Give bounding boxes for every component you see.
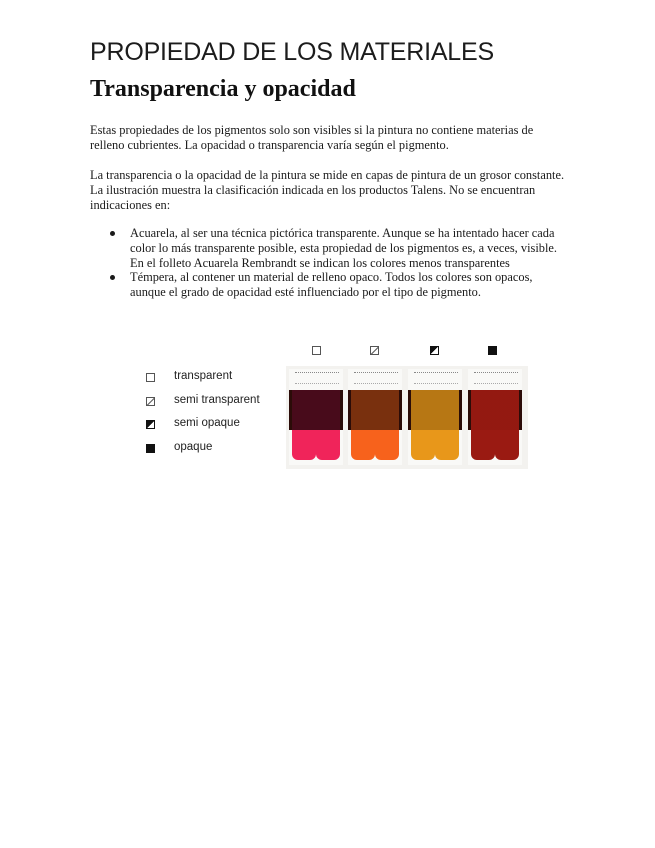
bullet-text: Acuarela, al ser una técnica pictórica transparente. Aunque se ha intentado hacer cada color lo más transparente posible, esta propiedad de los pigmentos es, a veces, visible. En el folleto Acuarela Rembrandt se indican los colores menos transparentes — [130, 226, 558, 270]
handwritten-label — [414, 372, 458, 384]
paragraph-1: Estas propiedades de los pigmentos solo son visibles si la pintura no contiene materias de relleno cubrientes. La opacidad o transparencia varía según el pigmento. — [90, 123, 534, 152]
bullet-icon — [110, 275, 115, 280]
transparent-symbol-icon — [146, 373, 155, 382]
paint-strip — [375, 390, 399, 460]
semi-transparent-symbol-icon — [370, 346, 379, 355]
swatch-card-semi-opaque — [408, 369, 462, 465]
opacity-illustration — [138, 338, 530, 472]
section-title: PROPIEDAD DE LOS MATERIALES — [90, 38, 494, 66]
handwritten-label — [474, 372, 518, 384]
bullet-text: Témpera, al contener un material de relleno opaco. Todos los colores son opacos, aunque el grado de opacidad esté influenciado por el tipo de pigmento. — [130, 270, 533, 300]
paint-strip — [351, 390, 375, 460]
legend-label: opaque — [174, 440, 213, 453]
column-symbols — [138, 346, 530, 358]
paint-strip — [471, 390, 495, 460]
paint-strip — [495, 390, 519, 460]
paint-strip — [435, 390, 459, 460]
swatch-card-semi-transparent — [348, 369, 402, 465]
semi-opaque-symbol-icon — [430, 346, 439, 355]
paint-swatch-photo — [286, 366, 528, 469]
opaque-symbol-icon — [146, 444, 155, 453]
page-heading: Transparencia y opacidad — [90, 76, 356, 102]
semi-opaque-symbol-icon — [146, 420, 155, 429]
swatch-card-transparent — [289, 369, 343, 465]
paint-strip — [316, 390, 340, 460]
legend-label: transparent — [174, 370, 233, 382]
legend-label: semi transparent — [174, 393, 260, 406]
handwritten-label — [295, 372, 339, 384]
bullet-list — [110, 226, 565, 300]
bullet-icon — [110, 231, 115, 236]
bullet-item — [110, 270, 565, 300]
handwritten-label — [354, 372, 398, 384]
opaque-symbol-icon — [488, 346, 497, 355]
legend-label: semi opaque — [174, 417, 240, 429]
swatch-card-opaque — [468, 369, 522, 465]
transparent-symbol-icon — [312, 346, 321, 355]
semi-transparent-symbol-icon — [146, 397, 155, 406]
bullet-item — [110, 226, 565, 270]
paint-strip — [411, 390, 435, 460]
paint-strip — [292, 390, 316, 460]
paragraph-2: La transparencia o la opacidad de la pintura se mide en capas de pintura de un grosor constante. La ilustración muestra la clasificación indicada en los productos Talens. No se encuentran indicaciones en: — [90, 168, 565, 212]
